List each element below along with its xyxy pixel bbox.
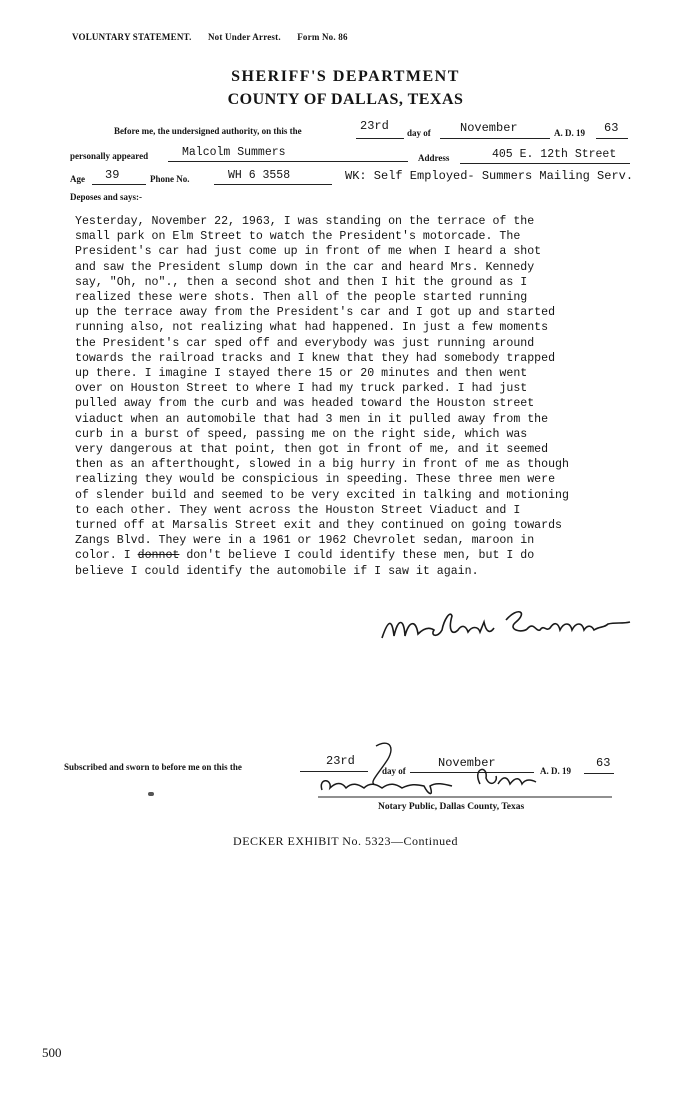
appeared-label: personally appeared <box>70 151 149 161</box>
statement-line: very dangerous at that point, then got in front of me, and it seemed <box>75 443 549 457</box>
ink-mark <box>148 792 154 796</box>
phone-label: Phone No. <box>150 174 190 184</box>
statement-line: towards the railroad tracks and I knew that they had somebody trapped <box>75 351 556 365</box>
statement-line: then as an afterthought, slowed in a big hurry in front of me as though <box>75 458 569 472</box>
department-title: SHERIFF'S DEPARTMENT <box>231 68 460 85</box>
struck-word: donnot <box>137 549 180 563</box>
statement-line: viaduct when an automobile that had 3 men in it pulled away from the <box>75 412 549 426</box>
statement-line: to each other. They went across the Houston Street Viaduct and I <box>75 503 521 517</box>
statement-line: Yesterday, November 22, 1963, I was standing on the terrace of the <box>75 215 535 228</box>
age-underline <box>92 184 146 185</box>
age-label: Age <box>70 174 85 184</box>
statement-line: over on Houston Street to where I had my truck parked. I had just <box>75 382 528 396</box>
statement-line: up there. I imagine I stayed there 15 or 20 minutes and then went <box>75 367 528 381</box>
statement-line: believe I could identify the automobile if I saw it again. <box>75 564 479 578</box>
statement-line: of slender build and seemed to be very excited in talking and motioning <box>75 488 569 502</box>
county-title: COUNTY OF DALLAS, TEXAS <box>227 91 464 108</box>
statement-line: President's car had just come up in front of me when I heard a shot <box>75 245 542 259</box>
statement-line: realizing they would be conspicious in speeding. These three men were <box>75 473 556 487</box>
statement-line: Zangs Blvd. They were in a 1961 or 1962 Chevrolet sedan, maroon in <box>75 534 535 548</box>
statement-line: turned off at Marsalis Street exit and they continued on going towards <box>75 519 563 533</box>
month-underline <box>440 138 550 139</box>
page-number: 500 <box>42 1045 62 1060</box>
year-underline <box>596 138 628 139</box>
statement-line: pulled away from the curb and was headed toward the Houston street <box>75 397 535 411</box>
address-label: Address <box>418 153 450 163</box>
ad-label: A. D. 19 <box>554 128 585 138</box>
statement-line: curb in a burst of speed, passing me on the right side, which was <box>75 427 528 441</box>
deponent-signature <box>378 600 640 650</box>
statement-line: small park on Elm Street to watch the President's motorcade. The <box>75 230 521 244</box>
phone-value: WH 6 3558 <box>228 169 291 182</box>
statement-body <box>75 214 635 579</box>
phone-underline <box>214 184 332 185</box>
statement-line: running also, not realizing what had happened. In just a few moments <box>75 321 549 335</box>
address-underline <box>460 163 630 164</box>
jurat-ad-label: A. D. 19 <box>540 766 571 776</box>
form-header <box>72 32 362 42</box>
statement-line: the President's car sped off and everybody was just running around <box>75 336 535 350</box>
notary-signature-text: Lemming Coker <box>322 771 375 780</box>
statement-line: and saw the President slump down in the car and heard Mrs. Kennedy <box>75 260 535 274</box>
form-number-label: Form No. 86 <box>297 32 348 42</box>
year-value: 63 <box>604 121 619 135</box>
voluntary-statement-label: VOLUNTARY STATEMENT. <box>72 32 192 42</box>
statement-line-rest: don't believe I could identify these men, but I do <box>179 549 535 563</box>
not-under-arrest-label: Not Under Arrest. <box>207 32 281 42</box>
name-value: Malcolm Summers <box>182 146 286 159</box>
jurat-month-value: November <box>438 756 496 770</box>
statement-line-start: color. I <box>75 549 131 563</box>
day-of-label: day of <box>407 128 431 138</box>
statement-line: say, "Oh, no"., then a second shot and then I hit the ground as I <box>75 275 528 289</box>
statement-line: realized these were shots. Then all of the people started running <box>75 291 528 305</box>
work-value: WK: Self Employed- Summers Mailing Serv. <box>345 169 634 183</box>
exhibit-caption: DECKER EXHIBIT No. 5323—Continued <box>233 834 458 848</box>
day-underline <box>356 138 404 139</box>
month-value: November <box>460 121 518 135</box>
notary-signature <box>312 738 612 800</box>
jurat-day-of-label: day of <box>382 766 406 776</box>
signature-text: Malcolm Summers <box>382 625 444 634</box>
before-me-label: Before me, the undersigned authority, on this the <box>114 126 302 136</box>
name-underline <box>168 161 408 162</box>
age-value: 39 <box>105 168 120 182</box>
jurat-day-value: 23rd <box>326 754 355 768</box>
statement-line <box>75 548 635 563</box>
address-value: 405 E. 12th Street <box>492 148 617 161</box>
statement-line: up the terrace away from the President's car and I got up and started <box>75 306 556 320</box>
day-value: 23rd <box>360 119 389 133</box>
jurat-year-value: 63 <box>596 756 611 770</box>
deposes-label: Deposes and says:- <box>70 192 143 202</box>
subscribed-label: Subscribed and sworn to before me on this the <box>64 762 242 772</box>
notary-caption: Notary Public, Dallas County, Texas <box>378 802 525 812</box>
